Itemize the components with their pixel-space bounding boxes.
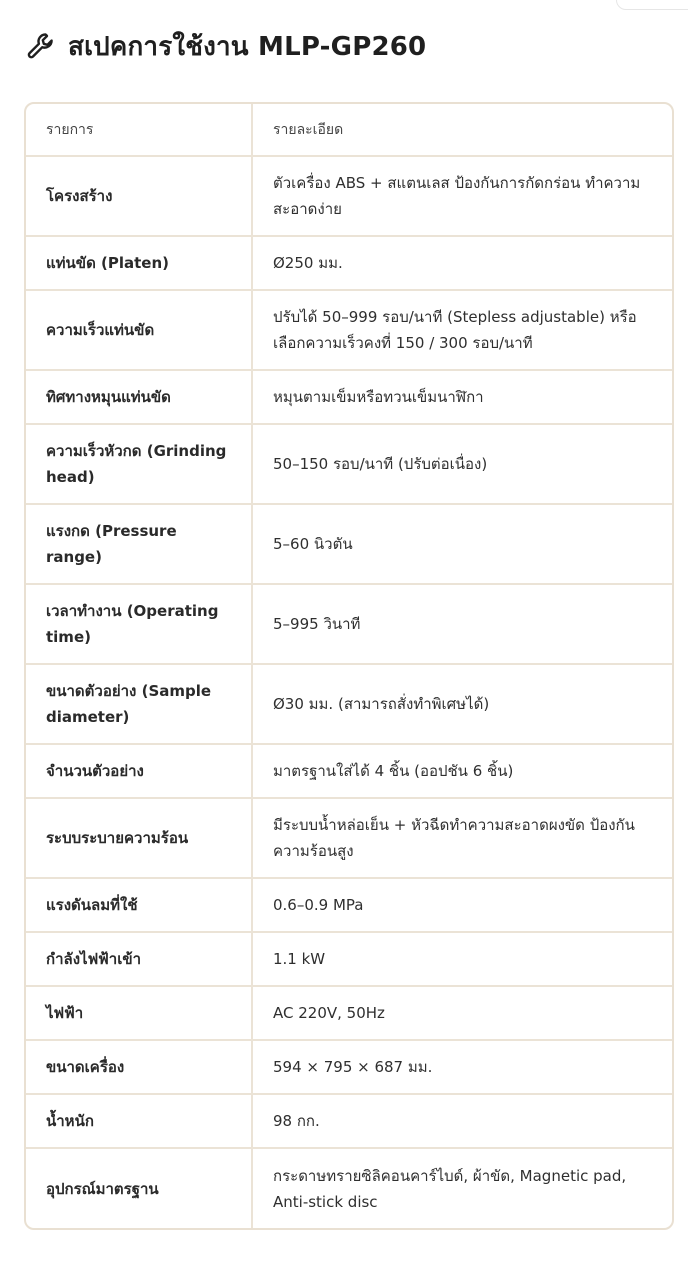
- page-header: [24, 24, 426, 68]
- table-header-row: [26, 104, 672, 156]
- table-row: [26, 1040, 672, 1094]
- table-row: [26, 986, 672, 1040]
- top-right-card-edge: [616, 0, 688, 10]
- table-row: [26, 798, 672, 878]
- spec-label: ความเร็วแท่นขัด: [26, 290, 252, 370]
- spec-value: 594 × 795 × 687 มม.: [252, 1040, 672, 1094]
- spec-value: มาตรฐานใส่ได้ 4 ชิ้น (ออปชัน 6 ชิ้น): [252, 744, 672, 798]
- spec-value: 1.1 kW: [252, 932, 672, 986]
- table-row: [26, 878, 672, 932]
- spec-label: แรงดันลมที่ใช้: [26, 878, 252, 932]
- table-row: [26, 156, 672, 236]
- table-row: [26, 424, 672, 504]
- spec-label: ขนาดเครื่อง: [26, 1040, 252, 1094]
- spec-value: หมุนตามเข็มหรือทวนเข็มนาฬิกา: [252, 370, 672, 424]
- wrench-icon: [24, 29, 58, 63]
- table-row: [26, 236, 672, 290]
- table-row: [26, 584, 672, 664]
- spec-label: จำนวนตัวอย่าง: [26, 744, 252, 798]
- table-row: [26, 664, 672, 744]
- spec-value: ตัวเครื่อง ABS + สแตนเลส ป้องกันการกัดกร่อน ทำความสะอาดง่าย: [252, 156, 672, 236]
- spec-label: น้ำหนัก: [26, 1094, 252, 1148]
- spec-label: กำลังไฟฟ้าเข้า: [26, 932, 252, 986]
- spec-label: แท่นขัด (Platen): [26, 236, 252, 290]
- spec-label: โครงสร้าง: [26, 156, 252, 236]
- spec-value: กระดาษทรายซิลิคอนคาร์ไบด์, ผ้าขัด, Magnetic pad, Anti-stick disc: [273, 1166, 627, 1211]
- spec-value: 98 กก.: [252, 1094, 672, 1148]
- table-row: [26, 932, 672, 986]
- spec-value: 50–150 รอบ/นาที (ปรับต่อเนื่อง): [252, 424, 672, 504]
- spec-label: ไฟฟ้า: [26, 986, 252, 1040]
- table-row: [26, 370, 672, 424]
- column-header-detail: รายละเอียด: [252, 104, 672, 156]
- spec-value: Ø30 มม. (สามารถสั่งทำพิเศษได้): [252, 664, 672, 744]
- table-row: [26, 1094, 672, 1148]
- spec-label: เวลาทำงาน (Operating time): [26, 584, 252, 664]
- spec-value: Ø250 มม.: [252, 236, 672, 290]
- spec-value: 5–60 นิวตัน: [252, 504, 672, 584]
- spec-value: ปรับได้ 50–999 รอบ/นาที (Stepless adjustable) หรือเลือกความเร็วคงที่ 150 / 300 รอบ/นาที: [252, 290, 672, 370]
- table-row: [26, 744, 672, 798]
- spec-label: ความเร็วหัวกด (Grinding head): [26, 424, 252, 504]
- table-row: [26, 1148, 672, 1228]
- spec-value: 5–995 วินาที: [252, 584, 672, 664]
- spec-label: ระบบระบายความร้อน: [26, 798, 252, 878]
- table-row: [26, 504, 672, 584]
- spec-value: AC 220V, 50Hz: [252, 986, 672, 1040]
- spec-label: อุปกรณ์มาตรฐาน: [26, 1148, 252, 1228]
- table-row: [26, 290, 672, 370]
- page-title: สเปคการใช้งาน MLP-GP260: [68, 31, 427, 62]
- spec-value: มีระบบน้ำหล่อเย็น + หัวฉีดทำความสะอาดผงขัด ป้องกันความร้อนสูง: [252, 798, 672, 878]
- column-header-item: รายการ: [26, 104, 252, 156]
- spec-table: [24, 102, 674, 1230]
- spec-value: 0.6–0.9 MPa: [252, 878, 672, 932]
- spec-label: ขนาดตัวอย่าง (Sample diameter): [26, 664, 252, 744]
- spec-label: ทิศทางหมุนแท่นขัด: [26, 370, 252, 424]
- spec-label: แรงกด (Pressure range): [26, 504, 252, 584]
